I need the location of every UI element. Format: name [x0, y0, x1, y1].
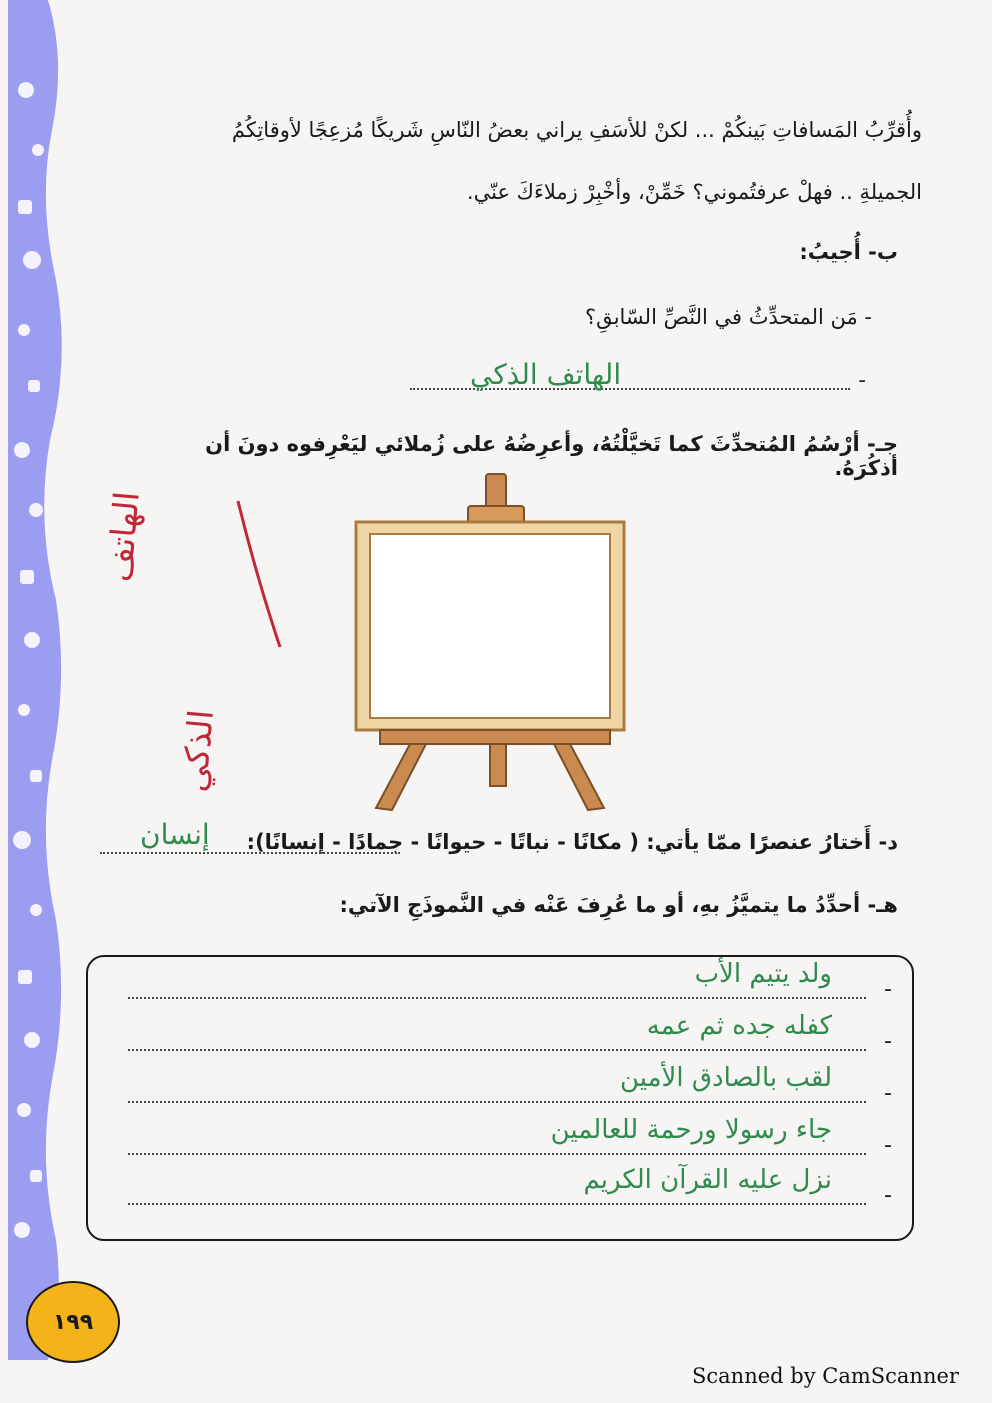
- section-b-question: - مَن المتحدِّثُ في النَّصِّ السّابقِ؟: [585, 305, 872, 329]
- red-scribble-line: [232, 495, 292, 655]
- row-handwritten-text: لقب بالصادق الأمين: [619, 1063, 832, 1093]
- section-d-handwritten-answer: إنسان: [140, 818, 210, 851]
- red-note-line-2: الذكي: [175, 708, 223, 794]
- row-handwritten-text: جاء رسولا ورحمة للعالمين: [550, 1115, 832, 1145]
- section-d-answer-dots: [100, 852, 400, 854]
- answer-box: [86, 955, 914, 1241]
- row-handwritten-text: ولد يتيم الأب: [694, 959, 832, 989]
- decorative-sidebar: [8, 0, 70, 1360]
- red-note-line-1: الهاتف: [100, 489, 148, 584]
- section-h-heading: هـ- أحدِّدُ ما يتميَّزُ بهِ، أو ما عُرِفَ عَنْه في النَّموذَجِ الآتي:: [339, 893, 898, 917]
- easel-icon: [340, 470, 640, 820]
- section-b-handwritten-answer: الهاتف الذكي: [470, 358, 622, 391]
- answer-row: [128, 1011, 892, 1055]
- section-b-heading: ب- أُجيبُ:: [799, 240, 898, 264]
- answer-row: [128, 959, 892, 1003]
- row-dash: -: [884, 1183, 892, 1208]
- answer-row: [128, 1115, 892, 1159]
- row-dash: -: [884, 977, 892, 1002]
- answer-row: [128, 1063, 892, 1107]
- section-b-answer-dash: -: [858, 368, 866, 392]
- scanner-watermark: Scanned by CamScanner: [692, 1364, 959, 1388]
- section-d-heading: د- أَختارُ عنصرًا ممّا يأتي: ( مكانًا - نباتًا - حيوانًا - جمادًا - إنسانًا):: [246, 830, 898, 854]
- passage-line-1: وأُقرِّبُ المَسافاتِ بَينكُمْ ... لكنْ للأسَفِ يراني بعضُ النّاسِ شَريكًا مُزعِجًا لأوقاتِكُمُ: [231, 118, 922, 142]
- page-number-badge: ١٩٩: [26, 1281, 120, 1363]
- row-dash: -: [884, 1029, 892, 1054]
- passage-line-2: الجميلةِ .. فهلْ عرفتُموني؟ خَمِّنْ، وأخْبِرْ زملاءَكَ عنّي.: [466, 180, 922, 204]
- row-handwritten-text: نزل عليه القرآن الكريم: [583, 1165, 832, 1195]
- answer-row: [128, 1165, 892, 1209]
- section-j-heading: جـ- أرْسُمُ المُتحدِّثَ كما تَخيَّلْتُهُ، وأعرِضُهُ على زُملائي ليَعْرِفوه دونَ أن أذكُرَهُ.: [205, 432, 898, 480]
- row-handwritten-text: كفله جده ثم عمه: [646, 1011, 832, 1041]
- row-dash: -: [884, 1133, 892, 1158]
- row-dash: -: [884, 1081, 892, 1106]
